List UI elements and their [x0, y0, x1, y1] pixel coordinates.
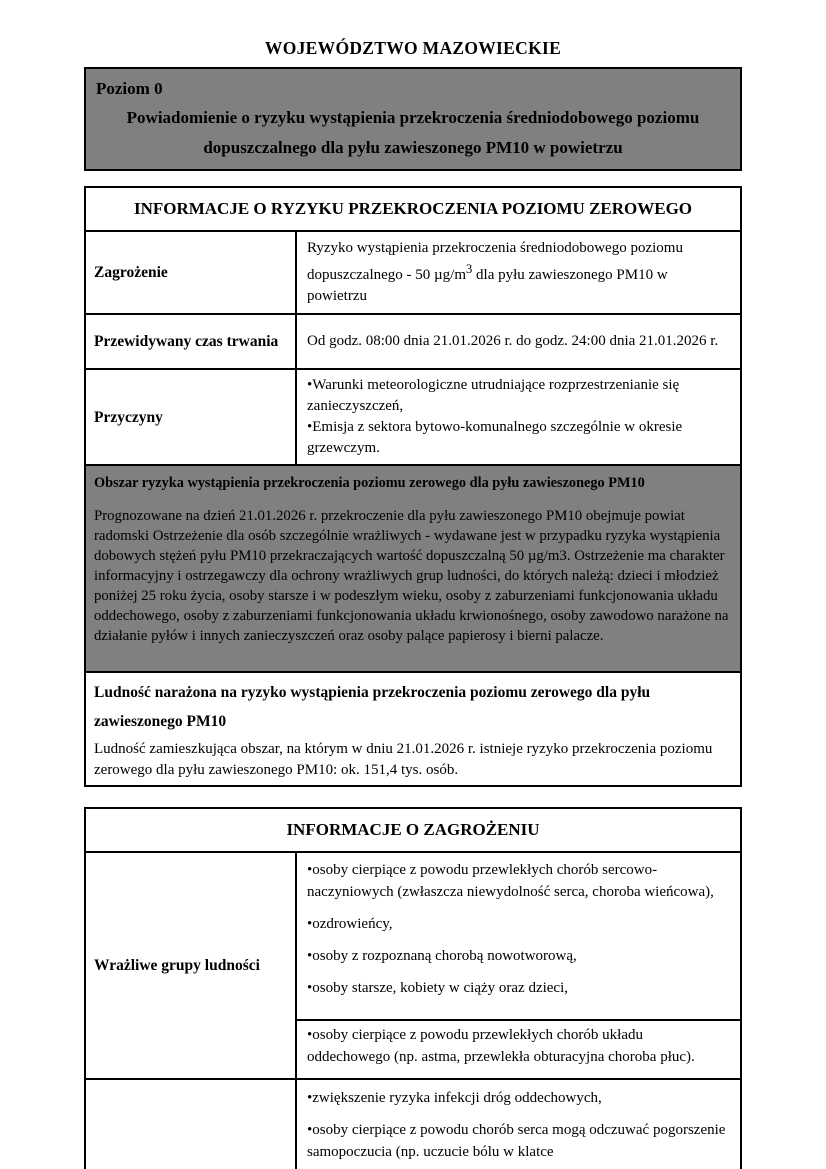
health-effects-cell — [297, 1078, 740, 1169]
causes-label: Przyczyny — [86, 370, 297, 464]
duration-label: Przewidywany czas trwania — [86, 315, 297, 368]
vulnerable-bullet-5: • osoby cierpiące z powodu przewlekłych chorób układu oddechowego (np. astma, przewlekła obturacyjna choroba płuc). — [307, 1024, 730, 1068]
threat-row — [86, 230, 740, 313]
alert-level-banner — [84, 67, 742, 171]
vulnerable-groups-extra-cell — [297, 1019, 740, 1078]
vulnerable-bullet-1: • osoby cierpiące z powodu przewlekłych chorób sercowo-naczyniowych (zwłaszcza niewydolność serca, choroba wieńcowa), — [307, 859, 730, 903]
causes-bullet-1: • Warunki meteorologiczne utrudniające rozprzestrzenianie się zanieczyszczeń, — [307, 375, 730, 417]
hazard-table-body — [86, 851, 740, 1169]
risk-area-section — [86, 464, 740, 671]
effects-bullet-1: • zwiększenie ryzyka infekcji dróg oddechowych, — [307, 1087, 730, 1109]
threat-value-after: dla pyłu zawieszonego PM10 w powietrzu — [307, 267, 668, 304]
threat-value-superscript: 3 — [466, 262, 473, 276]
risk-table-header: INFORMACJE O RYZYKU PRZEKROCZENIA POZIOMU ZEROWEGO — [133, 199, 693, 218]
vulnerable-bullet-3: • osoby z rozpoznaną chorobą nowotworową, — [307, 945, 730, 967]
causes-bullet-2: • Emisja z sektora bytowo-komunalnego szczególnie w okresie grzewczym. — [307, 417, 730, 459]
population-title: Ludność narażona na ryzyko wystąpienia przekroczenia poziomu zerowego dla pyłu zawieszonego PM10 — [94, 684, 651, 730]
causes-row — [86, 368, 740, 464]
health-effects-label-cell — [86, 1078, 297, 1169]
hazard-table-header: INFORMACJE O ZAGROŻENIU — [286, 820, 540, 839]
risk-info-table — [84, 186, 742, 787]
hazard-info-table — [84, 807, 742, 1169]
population-section — [86, 671, 740, 785]
duration-value: Od godz. 08:00 dnia 21.01.2026 r. do godz. 24:00 dnia 21.01.2026 r. — [307, 333, 719, 349]
threat-value-text — [307, 238, 730, 307]
vulnerable-bullet-4: • osoby starsze, kobiety w ciąży oraz dzieci, — [307, 977, 730, 999]
risk-area-title: Obszar ryzyka wystąpienia przekroczenia poziomu zerowego dla pyłu zawieszonego PM10 — [94, 475, 645, 491]
alert-notification-text: Powiadomienie o ryzyku wystąpienia przekroczenia średniodobowego poziomu dopuszczalnego dla pyłu zawieszonego PM10 w powietrzu — [126, 108, 700, 157]
threat-value — [297, 232, 740, 313]
risk-area-body: Prognozowane na dzień 21.01.2026 r. przekroczenie dla pyłu zawieszonego PM10 obejmuje powiat radomski Ostrzeżenie dla osób szczególnie wrażliwych - wydawane jest w przypadku ryzyka wystąpienia dobowych stężeń pyłu PM10 przekraczających wartość dopuszczalną 50 µg/m3. Ostrzeżenie ma charakter informacyjny i ostrzegawczy dla ochrony wrażliwych grup ludności, do których należą: dzieci i młodzież poniżej 25 roku życia, osoby starsze i w podeszłym wieku, osoby z zaburzeniami funkcjonowania układu oddechowego, osoby z zaburzeniami funkcjonowania układu krwionośnego, osoby zawodowo narażone na działanie pyłów i innych zanieczyszczeń oraz osoby palące papierosy i bierni palacze. — [94, 508, 729, 644]
effects-bullet-2: • osoby cierpiące z powodu chorób serca mogą odczuwać pogorszenie samopoczucia (np. uczucie bólu w klatce — [307, 1119, 730, 1163]
threat-label: Zagrożenie — [86, 232, 297, 313]
alert-level-label: Poziom 0 — [96, 79, 163, 98]
population-body: Ludność zamieszkująca obszar, na którym w dniu 21.01.2026 r. istnieje ryzyko przekroczenia poziomu zerowego dla pyłu zawieszonego PM10: ok. 151,4 tys. osób. — [94, 741, 713, 778]
vulnerable-groups-label: Wrażliwe grupy ludności — [86, 851, 297, 1078]
vulnerable-groups-main-cell — [297, 851, 740, 1019]
duration-row — [86, 313, 740, 368]
causes-value — [297, 370, 740, 464]
vulnerable-bullet-2: • ozdrowieńcy, — [307, 913, 730, 935]
document-content — [84, 67, 742, 1169]
voivodeship-title: WOJEWÓDZTWO MAZOWIECKIE — [264, 38, 562, 58]
threat-value-before: Ryzyko wystąpienia przekroczenia średniodobowego poziomu dopuszczalnego - 50 µg/m — [307, 240, 683, 283]
